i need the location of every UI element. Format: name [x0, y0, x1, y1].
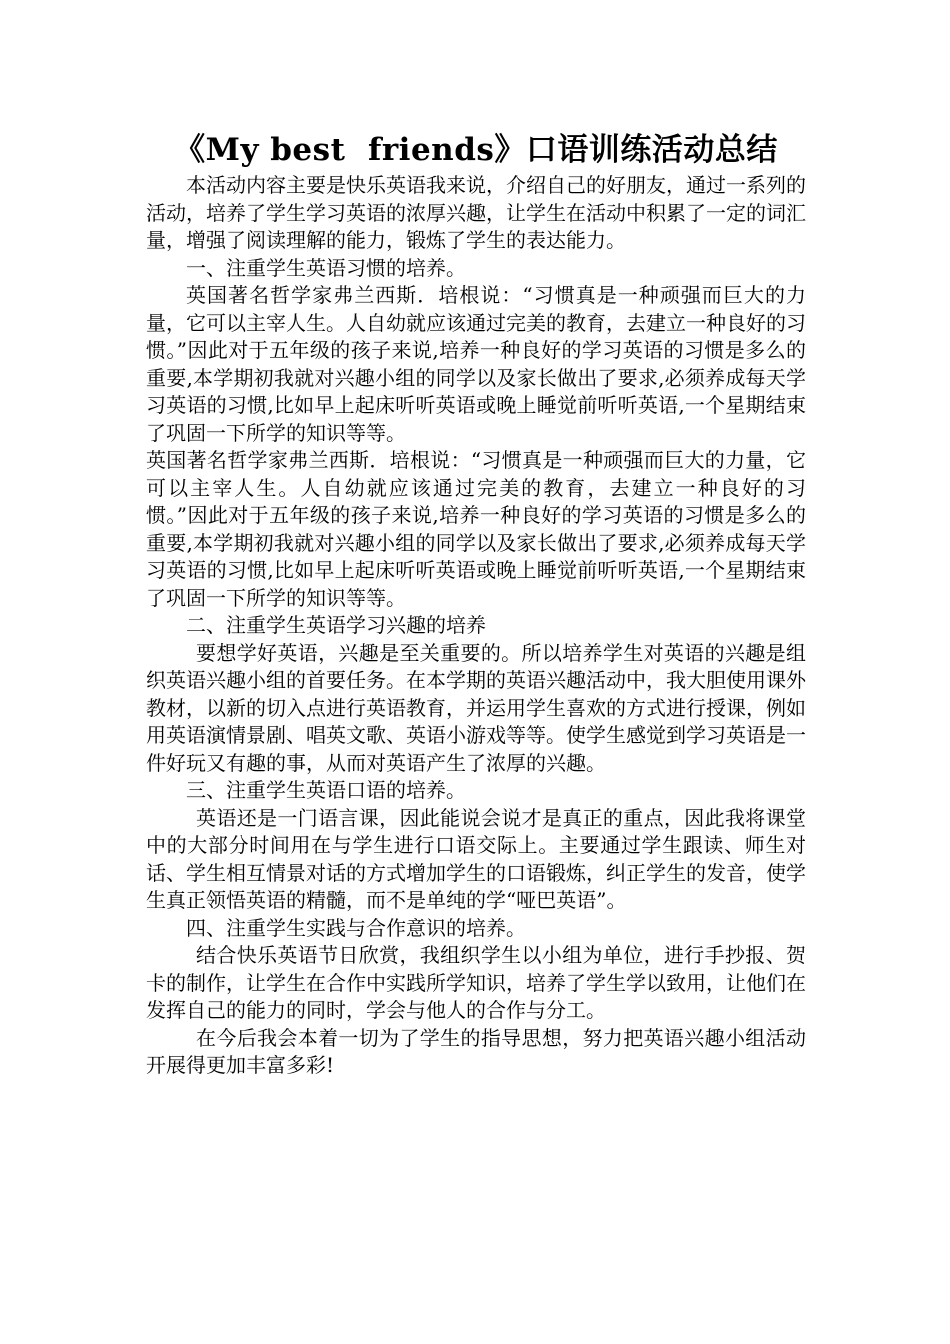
section-heading-2: 二、注重学生英语学习兴趣的培养: [186, 613, 486, 637]
section-1-paragraph-b: 英国著名哲学家弗兰西斯．培根说：“习惯真是一种顽强而巨大的力量，它可以主宰人生。人自幼就应该通过完美的教育，去建立一种良好的习惯。”因此对于五年级的孩子来说,培养一种良好的学习英语的习惯是多么的重要,本学期初我就对兴趣小组的同学以及家长做出了要求,必须养成每天学习英语的习惯,比如早上起床听听英语或晚上睡觉前听听英语,一个星期结束了巩固一下所学的知识等等。: [146, 448, 806, 610]
section-3-paragraph: 英语还是一门语言课，因此能说会说才是真正的重点，因此我将课堂中的大部分时间用在与学生进行口语交际上。主要通过学生跟读、师生对话、学生相互情景对话的方式增加学生的口语锻炼，纠正学生的发音，使学生真正领悟英语的精髓，而不是单纯的学“哑巴英语”。: [146, 805, 806, 912]
document-body: [146, 128, 806, 1080]
section-1-paragraph-a: 英国著名哲学家弗兰西斯．培根说：“习惯真是一种顽强而巨大的力量，它可以主宰人生。人自幼就应该通过完美的教育，去建立一种良好的习惯。”因此对于五年级的孩子来说,培养一种良好的学习英语的习惯是多么的重要,本学期初我就对兴趣小组的同学以及家长做出了要求,必须养成每天学习英语的习惯,比如早上起床听听英语或晚上睡觉前听听英语,一个星期结束了巩固一下所学的知识等等。: [146, 283, 806, 445]
section-heading-4: 四、注重学生实践与合作意识的培养。: [186, 915, 526, 940]
section-heading-1: 一、注重学生英语习惯的培养。: [186, 255, 466, 280]
section-4-paragraph: 结合快乐英语节日欣赏，我组织学生以小组为单位，进行手抄报、贺卡的制作，让学生在合作中实践所学知识，培养了学生学以致用，让他们在发挥自己的能力的同时，学会与他人的合作与分工。: [146, 943, 806, 1022]
section-heading-3: 三、注重学生英语口语的培养。: [186, 778, 466, 802]
closing-paragraph: 在今后我会本着一切为了学生的指导思想，努力把英语兴趣小组活动开展得更加丰富多彩!: [146, 1025, 806, 1077]
document-title: 《My best friends》口语训练活动总结: [174, 132, 778, 168]
section-2-paragraph: 要想学好英语，兴趣是至关重要的。所以培养学生对英语的兴趣是组织英语兴趣小组的首要任务。在本学期的英语兴趣活动中，我大胆使用课外教材，以新的切入点进行英语教育，并运用学生喜欢的方式进行授课，例如用英语演情景剧、唱英文歌、英语小游戏等等。使学生感觉到学习英语是一件好玩又有趣的事，从而对英语产生了浓厚的兴趣。: [146, 640, 806, 775]
intro-paragraph: 本活动内容主要是快乐英语我来说，介绍自己的好朋友，通过一系列的活动，培养了学生学习英语的浓厚兴趣，让学生在活动中积累了一定的词汇量，增强了阅读理解的能力，锻炼了学生的表达能力。: [146, 173, 806, 252]
